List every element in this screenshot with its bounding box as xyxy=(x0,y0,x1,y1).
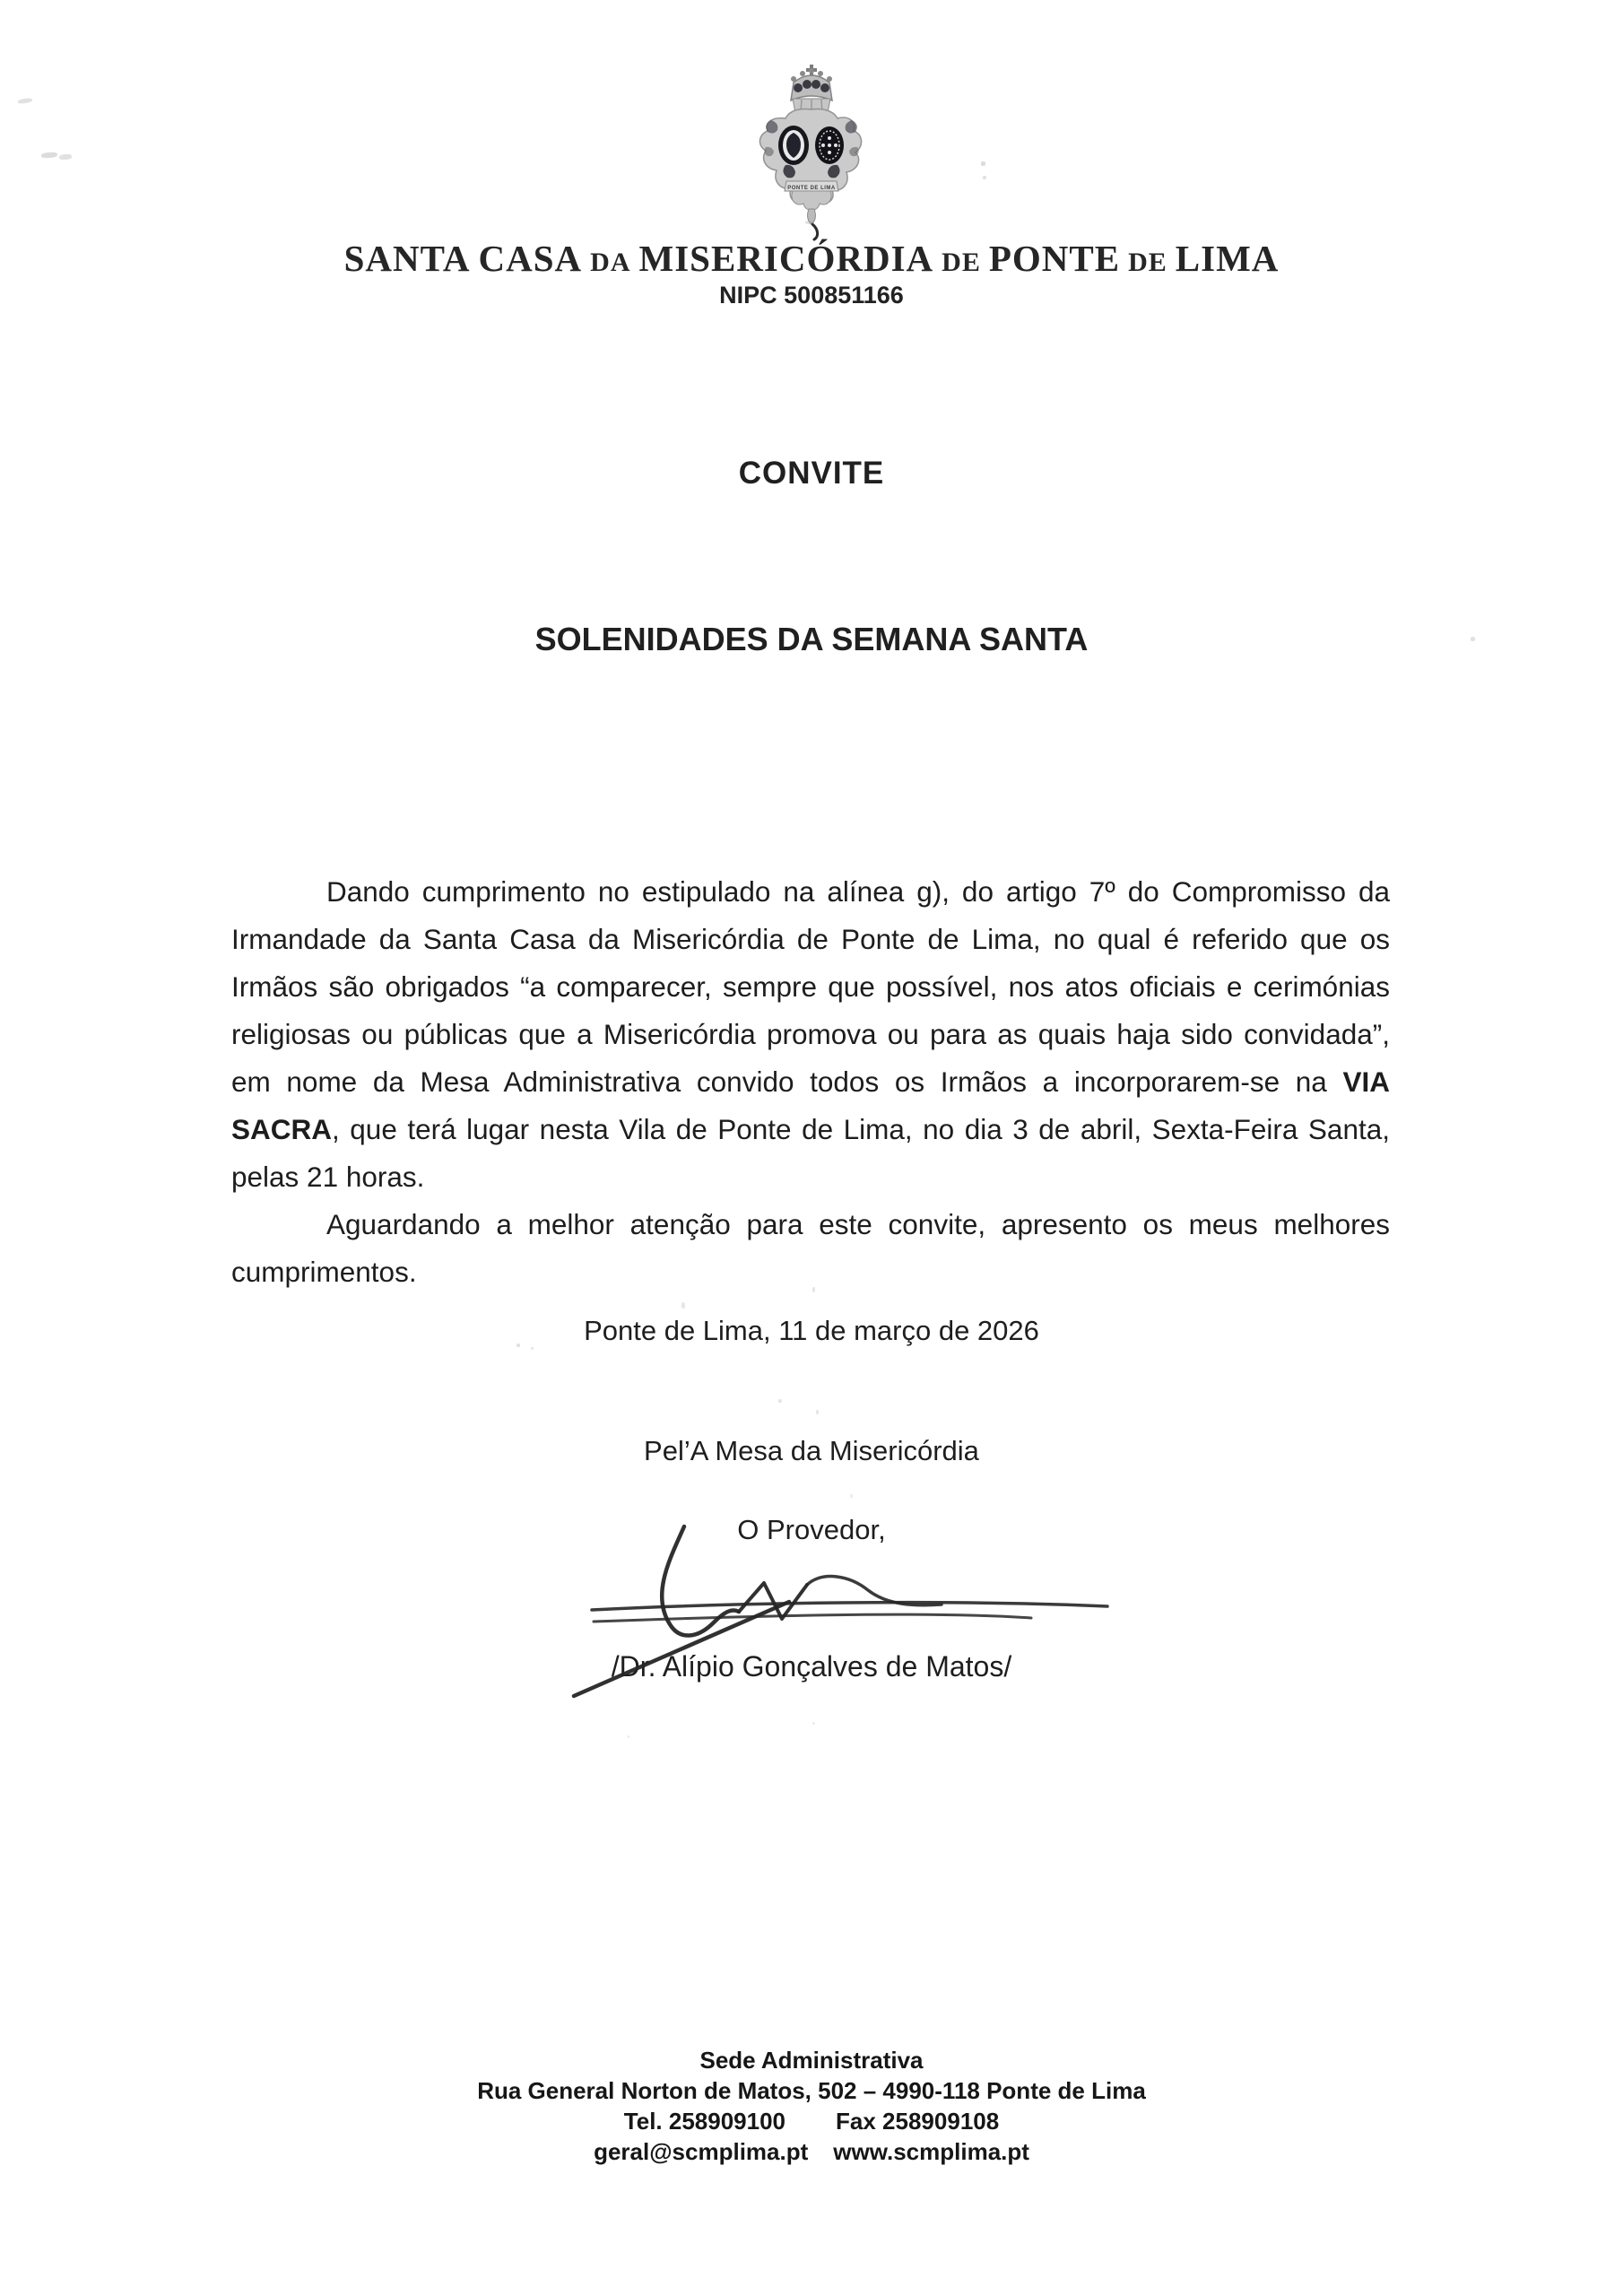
scan-artifact xyxy=(59,153,72,160)
footer-website: www.scmplima.pt xyxy=(833,2138,1029,2165)
scan-artifact xyxy=(1471,637,1475,641)
org-title-part-small: DA xyxy=(590,248,631,277)
org-title-part-small: DE xyxy=(942,248,981,277)
org-title xyxy=(0,237,1623,280)
scan-artifact xyxy=(531,1347,534,1350)
scan-artifact xyxy=(981,161,985,166)
scan-artifact xyxy=(778,1399,782,1403)
scan-artifact xyxy=(681,1302,685,1309)
footer-phones xyxy=(0,2106,1623,2136)
scan-artifact xyxy=(18,98,33,104)
org-title-part: MISERICÓRDIA xyxy=(638,238,934,279)
org-title-part: SANTA CASA xyxy=(343,238,583,279)
via-sacra-emphasis: VIA SACRA xyxy=(231,1065,1390,1145)
paragraph-1-text-after: , que terá lugar nesta Vila de Ponte de Lima, no dia 3 de abril, Sexta-Feira Santa, pelas 21 horas. xyxy=(231,1113,1390,1193)
scan-artifact xyxy=(755,1453,758,1456)
letter-body xyxy=(231,868,1390,1296)
dateline: Ponte de Lima, 11 de março de 2026 xyxy=(584,1315,1039,1346)
scan-artifact xyxy=(812,1722,815,1725)
scan-artifact xyxy=(850,1494,853,1498)
scan-artifact xyxy=(628,1735,629,1738)
body-paragraph-1 xyxy=(231,868,1390,1201)
letter-heading-convite: CONVITE xyxy=(738,456,885,491)
scan-artifact xyxy=(812,1287,815,1292)
footer-web xyxy=(0,2136,1623,2167)
paragraph-1-text: Dando cumprimento no estipulado na alínea g), do artigo 7º do Compromisso da Irmandade da Santa Casa da Misericórdia de Ponte de Lima, no qual é referido que os Irmãos são obrigados “a comparecer, sempre que possível, nos atos oficiais e cerimónias religiosas ou públicas que a Misericórdia promova ou para as quais haja sido convidada”, em nome da Mesa Administrativa convido todos os Irmãos a incorporarem-se na xyxy=(231,875,1390,1098)
letter-subject: SOLENIDADES DA SEMANA SANTA xyxy=(534,621,1089,657)
scan-artifact xyxy=(805,221,814,224)
signatory-name: /Dr. Alípio Gonçalves de Matos/ xyxy=(611,1650,1012,1683)
footer-heading: Sede Administrativa xyxy=(699,2047,924,2074)
scan-artifact xyxy=(516,1344,520,1347)
footer-tel: Tel. 258909100 xyxy=(623,2108,786,2135)
org-title-part: PONTE xyxy=(988,238,1121,279)
body-paragraph-2: Aguardando a melhor atenção para este convite, apresento os meus melhores cumprimentos. xyxy=(231,1208,1390,1288)
footer-address: Rua General Norton de Matos, 502 – 4990-118 Ponte de Lima xyxy=(477,2077,1146,2104)
scan-artifact xyxy=(816,1410,819,1414)
footer-fax: Fax 258909108 xyxy=(836,2108,1000,2135)
org-title-part: LIMA xyxy=(1175,238,1280,279)
on-behalf-line: Pel’A Mesa da Misericórdia xyxy=(644,1435,979,1466)
scan-artifact xyxy=(983,176,986,179)
emblem-banner-text: PONTE DE LIMA xyxy=(787,186,836,191)
org-title-part-small: DE xyxy=(1128,248,1167,277)
coat-of-arms-icon xyxy=(753,63,870,242)
nipc-number: NIPC 500851166 xyxy=(719,282,904,309)
letter-footer xyxy=(0,2045,1623,2167)
role-line: O Provedor, xyxy=(737,1514,886,1545)
scan-artifact xyxy=(41,152,57,159)
footer-email: geral@scmplima.pt xyxy=(594,2138,809,2165)
